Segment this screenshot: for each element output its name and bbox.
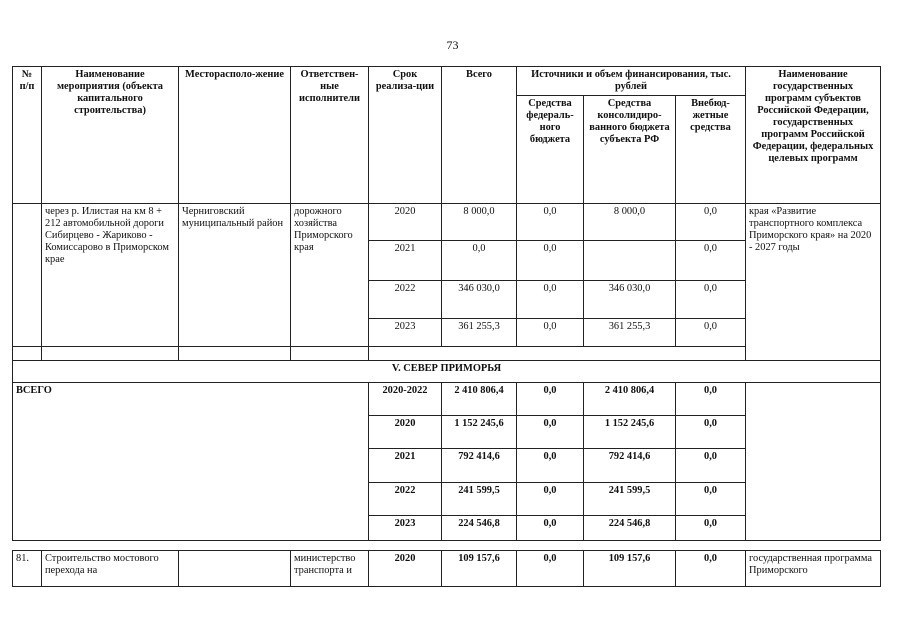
total-cell: 241 599,5 — [442, 483, 517, 516]
federal-cell: 0,0 — [517, 449, 584, 483]
continued-location: Черниговский муниципальный район — [179, 204, 291, 347]
total-program — [746, 383, 881, 541]
federal-cell: 0,0 — [517, 551, 584, 587]
continued-num — [13, 204, 42, 347]
financing-table — [12, 66, 881, 587]
page-number: 73 — [446, 38, 459, 52]
consolidated-cell: 109 157,6 — [584, 551, 676, 587]
federal-cell: 0,0 — [517, 416, 584, 449]
total-cell: 224 546,8 — [442, 516, 517, 541]
section-title: V. СЕВЕР ПРИМОРЬЯ — [13, 361, 881, 383]
header-sources: Источники и объем финансирования, тыс. рублей — [517, 67, 746, 96]
offbudget-cell: 0,0 — [676, 449, 746, 483]
continued-name: через р. Илистая на км 8 + 212 автомобильной дороги Сибирцево - Жариково - Комиссарово в Приморском крае — [42, 204, 179, 347]
header-period: Срок реализа-ции — [369, 67, 442, 204]
header-name: Наименование мероприятия (объекта капитального строительства) — [42, 67, 179, 204]
row-81-responsible: министерство транспорта и — [291, 551, 369, 587]
period-cell: 2023 — [369, 319, 442, 347]
row-81-location — [179, 551, 291, 587]
period-cell: 2021 — [369, 449, 442, 483]
total-cell: 346 030,0 — [442, 281, 517, 319]
period-cell: 2023 — [369, 516, 442, 541]
offbudget-cell: 0,0 — [676, 416, 746, 449]
row-81-num: 81. — [13, 551, 42, 587]
total-cell: 0,0 — [442, 241, 517, 281]
header-total: Всего — [442, 67, 517, 204]
row-81-program: государственная программа Приморского — [746, 551, 881, 587]
period-cell: 2022 — [369, 281, 442, 319]
table-row — [13, 551, 881, 587]
header-offbudget: Внебюд-жетные средства — [676, 96, 746, 204]
consolidated-cell: 361 255,3 — [584, 319, 676, 347]
continued-responsible: дорожного хозяйства Приморского края — [291, 204, 369, 347]
consolidated-cell: 346 030,0 — [584, 281, 676, 319]
row-81-name: Строительство мостового перехода на — [42, 551, 179, 587]
consolidated-cell: 241 599,5 — [584, 483, 676, 516]
offbudget-cell: 0,0 — [676, 383, 746, 416]
consolidated-cell — [584, 241, 676, 281]
federal-cell: 0,0 — [517, 516, 584, 541]
period-cell: 2022 — [369, 483, 442, 516]
offbudget-cell: 0,0 — [676, 241, 746, 281]
consolidated-cell: 792 414,6 — [584, 449, 676, 483]
header-row-1 — [13, 67, 881, 96]
offbudget-cell: 0,0 — [676, 319, 746, 347]
table-row — [13, 383, 881, 416]
section-row — [13, 361, 881, 383]
total-cell: 2 410 806,4 — [442, 383, 517, 416]
offbudget-cell: 0,0 — [676, 204, 746, 241]
federal-cell: 0,0 — [517, 204, 584, 241]
total-label: ВСЕГО — [13, 383, 369, 541]
table-row — [13, 204, 881, 241]
offbudget-cell: 0,0 — [676, 281, 746, 319]
period-cell: 2020 — [369, 551, 442, 587]
consolidated-cell: 2 410 806,4 — [584, 383, 676, 416]
offbudget-cell: 0,0 — [676, 516, 746, 541]
header-programs: Наименование государственных программ субъектов Российской Федерации, государственных программ Российской Федерации, федеральных целевых программ — [746, 67, 881, 204]
header-consolidated: Средства консолидиро-ванного бюджета субъекта РФ — [584, 96, 676, 204]
period-cell: 2020 — [369, 204, 442, 241]
consolidated-cell: 1 152 245,6 — [584, 416, 676, 449]
total-cell: 109 157,6 — [442, 551, 517, 587]
period-cell: 2020-2022 — [369, 383, 442, 416]
total-cell: 361 255,3 — [442, 319, 517, 347]
header-federal: Средства федераль-ного бюджета — [517, 96, 584, 204]
table-row-spacer — [13, 541, 881, 551]
header-location: Месторасполо-жение — [179, 67, 291, 204]
offbudget-cell: 0,0 — [676, 483, 746, 516]
continued-program: края «Развитие транспортного комплекса Приморского края» на 2020 - 2027 годы — [746, 204, 881, 361]
header-responsible: Ответствен-ные исполнители — [291, 67, 369, 204]
header-num: № п/п — [13, 67, 42, 204]
total-cell: 8 000,0 — [442, 204, 517, 241]
federal-cell: 0,0 — [517, 383, 584, 416]
federal-cell: 0,0 — [517, 483, 584, 516]
offbudget-cell: 0,0 — [676, 551, 746, 587]
federal-cell: 0,0 — [517, 281, 584, 319]
consolidated-cell: 224 546,8 — [584, 516, 676, 541]
federal-cell: 0,0 — [517, 241, 584, 281]
period-cell: 2020 — [369, 416, 442, 449]
period-cell: 2021 — [369, 241, 442, 281]
consolidated-cell: 8 000,0 — [584, 204, 676, 241]
total-cell: 1 152 245,6 — [442, 416, 517, 449]
federal-cell: 0,0 — [517, 319, 584, 347]
total-cell: 792 414,6 — [442, 449, 517, 483]
